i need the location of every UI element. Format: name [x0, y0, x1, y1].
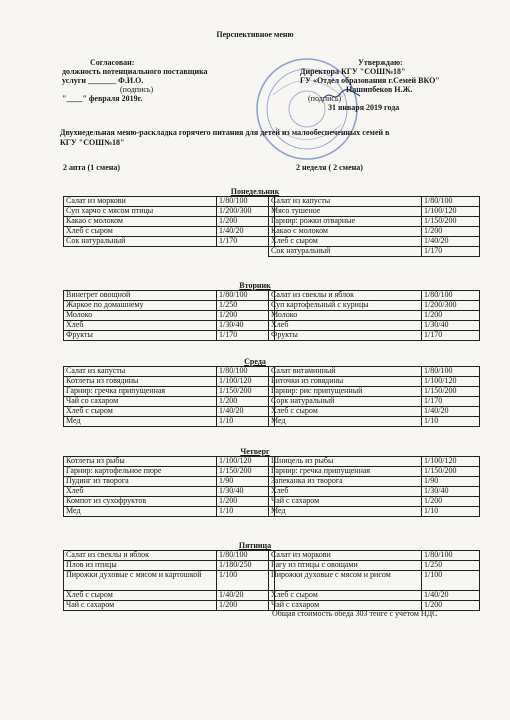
portion-cell: 1/10 — [422, 507, 480, 517]
portion-cell: 1/10 — [217, 507, 275, 517]
portion-cell: 1/170 — [422, 397, 480, 407]
supplier-name-line: услуги _______ Ф.И.О. — [62, 76, 144, 85]
day-heading-monday: Понедельник — [230, 187, 280, 196]
table-row — [64, 591, 275, 601]
approval-right — [300, 58, 440, 112]
table-row — [269, 237, 480, 247]
table-row — [64, 551, 275, 561]
portion-cell: 1/40/20 — [217, 227, 275, 237]
menu-table-friday-right — [268, 550, 480, 611]
education-department: ГУ «Отдел образования г.Семей ВКО" — [300, 76, 440, 85]
portion-cell: 1/80/100 — [217, 551, 275, 561]
portion-cell: 1/200 — [217, 311, 275, 321]
document-heading — [60, 128, 389, 148]
portion-cell: 1/40/20 — [422, 591, 480, 601]
portion-cell: 1/200 — [422, 601, 480, 611]
supplier-signature-label: (подпись) — [120, 85, 154, 94]
approval-date: 31 января 2019 года — [328, 103, 400, 112]
dish-cell: Салат из моркови — [64, 197, 217, 207]
dish-cell: Хлеб — [64, 321, 217, 331]
table-row — [269, 467, 480, 477]
day-heading-friday: Пятница — [238, 541, 272, 550]
table-row — [269, 291, 480, 301]
table-row — [269, 311, 480, 321]
dish-cell: Пирожки духовые с мясом и картошкой — [64, 571, 217, 591]
table-row — [64, 467, 275, 477]
dish-cell: Чай с сахаром — [269, 497, 422, 507]
menu-table-thursday-right — [268, 456, 480, 517]
director-name: Нашипбеков Н.Ж. — [346, 85, 413, 94]
portion-cell: 1/100/120 — [422, 457, 480, 467]
portion-cell: 1/170 — [422, 247, 480, 257]
portion-cell: 1/200 — [422, 227, 480, 237]
dish-cell: Хлеб — [269, 487, 422, 497]
table-row — [269, 217, 480, 227]
table-row — [64, 407, 275, 417]
menu-table-monday-right — [268, 196, 480, 257]
portion-cell: 1/80/100 — [422, 197, 480, 207]
table-row — [64, 457, 275, 467]
dish-cell: Чай со сахаром — [64, 397, 217, 407]
portion-cell: 1/170 — [422, 331, 480, 341]
table-row — [269, 331, 480, 341]
dish-cell: Мед — [64, 507, 217, 517]
portion-cell: 1/10 — [422, 417, 480, 427]
dish-cell: Сок натуральный — [269, 247, 422, 257]
agreed-label: Согласован: — [90, 58, 135, 67]
portion-cell: 1/40/20 — [422, 407, 480, 417]
dish-cell: Салат витаминный — [269, 367, 422, 377]
day-heading-tuesday: Вторник — [239, 281, 271, 290]
dish-cell: Гарнир: гречка припущенная — [269, 467, 422, 477]
portion-cell: 1/30/40 — [422, 321, 480, 331]
portion-cell: 1/80/100 — [217, 197, 275, 207]
table-row — [64, 227, 275, 237]
menu-table-friday-left — [63, 550, 275, 611]
dish-cell: Хлеб с сыром — [64, 591, 217, 601]
day-heading-thursday: Четверг — [240, 447, 270, 456]
director-signature-label: (подпись) — [308, 94, 342, 103]
dish-cell: Гарнир: рис припущенный — [269, 387, 422, 397]
dish-cell: Хлеб с сыром — [64, 407, 217, 417]
dish-cell: Рагу из птицы с овощами — [269, 561, 422, 571]
dish-cell: Сорк натуральный — [269, 397, 422, 407]
shift-right-label: 2 неделя ( 2 смена) — [296, 163, 363, 172]
portion-cell: 1/100/120 — [217, 377, 275, 387]
portion-cell: 1/150/200 — [422, 467, 480, 477]
portion-cell: 1/40/20 — [217, 591, 275, 601]
dish-cell: Гарнир: картофельное пюре — [64, 467, 217, 477]
dish-cell: Сок натуральный — [64, 237, 217, 247]
dish-cell: Компот из сухофруктов — [64, 497, 217, 507]
dish-cell: Мясо тушеное — [269, 207, 422, 217]
price-note: Общая стоимость обеда 303 тенге с учетом НДС — [272, 609, 438, 618]
portion-cell: 1/250 — [422, 561, 480, 571]
portion-cell: 1/90 — [422, 477, 480, 487]
table-row — [64, 207, 275, 217]
table-row — [269, 397, 480, 407]
table-row — [269, 227, 480, 237]
menu-table-wednesday-right — [268, 366, 480, 427]
portion-cell: 1/10 — [217, 417, 275, 427]
table-row — [269, 457, 480, 467]
table-row — [64, 311, 275, 321]
table-row — [64, 291, 275, 301]
portion-cell: 1/200 — [217, 217, 275, 227]
dish-cell: Салат из капусты — [64, 367, 217, 377]
table-row — [64, 197, 275, 207]
table-row — [64, 321, 275, 331]
dish-cell: Фрукты — [64, 331, 217, 341]
portion-cell: 1/30/40 — [422, 487, 480, 497]
portion-cell: 1/180/250 — [217, 561, 275, 571]
portion-cell: 1/80/100 — [422, 367, 480, 377]
heading-line-1: Двухнедельная меню-раскладка горячего питания для детей из малообеспеченных семей в — [60, 128, 390, 137]
portion-cell: 1/200/300 — [422, 301, 480, 311]
table-row — [64, 301, 275, 311]
table-row — [64, 477, 275, 487]
table-row — [64, 561, 275, 571]
table-row — [269, 487, 480, 497]
table-row — [64, 367, 275, 377]
dish-cell: Запеканка из творога — [269, 477, 422, 487]
table-row — [269, 507, 480, 517]
portion-cell: 1/100/120 — [422, 207, 480, 217]
table-row — [269, 367, 480, 377]
table-row — [269, 551, 480, 561]
portion-cell: 1/30/40 — [217, 487, 275, 497]
page-title: Перспективное меню — [216, 30, 294, 39]
dish-cell: Жаркое по домашнему — [64, 301, 217, 311]
dish-cell: Шницель из рыбы — [269, 457, 422, 467]
portion-cell: 1/200 — [217, 497, 275, 507]
dish-cell: Хлеб — [64, 487, 217, 497]
portion-cell: 1/100/120 — [422, 377, 480, 387]
approval-left — [62, 58, 208, 103]
portion-cell: 1/80/100 — [217, 367, 275, 377]
table-row — [64, 217, 275, 227]
portion-cell: 1/90 — [217, 477, 275, 487]
portion-cell: 1/150/200 — [217, 467, 275, 477]
portion-cell: 1/200 — [217, 601, 275, 611]
dish-cell: Котлеты из рыбы — [64, 457, 217, 467]
table-row — [64, 571, 275, 591]
dish-cell: Пирожки духовые с мясом и рисом — [269, 571, 422, 591]
portion-cell: 1/200 — [422, 497, 480, 507]
portion-cell: 1/150/200 — [422, 217, 480, 227]
dish-cell: Мед — [269, 417, 422, 427]
dish-cell: Котлеты из говядины — [64, 377, 217, 387]
dish-cell: Чай с сахаром — [269, 601, 422, 611]
table-row — [64, 377, 275, 387]
handwritten-signature — [322, 88, 362, 107]
table-row — [64, 387, 275, 397]
dish-cell: Фрукты — [269, 331, 422, 341]
portion-cell: 1/150/200 — [422, 387, 480, 397]
table-row — [64, 507, 275, 517]
menu-table-thursday-left — [63, 456, 275, 517]
dish-cell: Гарнир: рожки отварные — [269, 217, 422, 227]
menu-table-tuesday-left — [63, 290, 275, 341]
table-row — [64, 487, 275, 497]
portion-cell: 1/100 — [217, 571, 275, 591]
table-row — [269, 247, 480, 257]
table-row — [269, 301, 480, 311]
portion-cell: 1/100/120 — [217, 457, 275, 467]
dish-cell: Биточки из говядины — [269, 377, 422, 387]
table-row — [64, 397, 275, 407]
dish-cell: Хлеб — [269, 321, 422, 331]
dish-cell: Гарнир: гречка припущенная — [64, 387, 217, 397]
dish-cell: Какао с молоком — [64, 217, 217, 227]
portion-cell: 1/150/200 — [217, 387, 275, 397]
table-row — [269, 561, 480, 571]
dish-cell: Какао с молоком — [269, 227, 422, 237]
dish-cell: Мед — [64, 417, 217, 427]
table-row — [64, 417, 275, 427]
table-row — [269, 321, 480, 331]
dish-cell: Хлеб с сыром — [64, 227, 217, 237]
table-row — [269, 387, 480, 397]
dish-cell: Хлеб с сыром — [269, 591, 422, 601]
supplier-position: должность потенциального поставщика — [62, 67, 208, 76]
table-row — [64, 237, 275, 247]
table-row — [269, 407, 480, 417]
dish-cell: Салат из свеклы и яблок — [64, 551, 217, 561]
table-row — [269, 417, 480, 427]
table-row — [269, 377, 480, 387]
dish-cell: Молоко — [64, 311, 217, 321]
shift-left-label: 2 апта (1 смена) — [63, 163, 121, 172]
table-row — [269, 477, 480, 487]
portion-cell: 1/40/20 — [422, 237, 480, 247]
dish-cell: Чай с сахаром — [64, 601, 217, 611]
dish-cell: Плов из птицы — [64, 561, 217, 571]
director-position: Директора КГУ "СОШ№18" — [300, 67, 406, 76]
table-row — [269, 497, 480, 507]
table-row — [269, 591, 480, 601]
dish-cell: Салат из капусты — [269, 197, 422, 207]
portion-cell: 1/170 — [217, 331, 275, 341]
dish-cell: Салат из свеклы и яблок — [269, 291, 422, 301]
portion-cell: 1/100 — [422, 571, 480, 591]
menu-table-wednesday-left — [63, 366, 275, 427]
dish-cell: Суп картофельный с курицы — [269, 301, 422, 311]
menu-table-monday-left — [63, 196, 275, 247]
portion-cell: 1/170 — [217, 237, 275, 247]
heading-line-2: КГУ "СОШ№18" — [60, 138, 125, 147]
day-heading-wednesday: Среда — [244, 357, 266, 366]
portion-cell: 1/200/300 — [217, 207, 275, 217]
portion-cell: 1/80/100 — [217, 291, 275, 301]
portion-cell: 1/200 — [217, 397, 275, 407]
dish-cell: Пудинг из творога — [64, 477, 217, 487]
supplier-date: "____" февраля 2019г. — [62, 94, 143, 103]
table-row — [269, 571, 480, 591]
table-row — [64, 497, 275, 507]
approve-label: Утверждаю: — [358, 58, 403, 67]
dish-cell: Хлеб с сыром — [269, 407, 422, 417]
portion-cell: 1/40/20 — [217, 407, 275, 417]
dish-cell: Суп харчо с мясом птицы — [64, 207, 217, 217]
dish-cell: Салат из моркови — [269, 551, 422, 561]
dish-cell: Молоко — [269, 311, 422, 321]
portion-cell: 1/250 — [217, 301, 275, 311]
table-row — [269, 207, 480, 217]
table-row — [64, 331, 275, 341]
portion-cell: 1/200 — [422, 311, 480, 321]
menu-table-tuesday-right — [268, 290, 480, 341]
portion-cell: 1/80/100 — [422, 551, 480, 561]
dish-cell: Хлеб с сыром — [269, 237, 422, 247]
table-row — [64, 601, 275, 611]
dish-cell: Винегрет овощной — [64, 291, 217, 301]
table-row — [269, 197, 480, 207]
dish-cell: Мед — [269, 507, 422, 517]
portion-cell: 1/80/100 — [422, 291, 480, 301]
portion-cell: 1/30/40 — [217, 321, 275, 331]
